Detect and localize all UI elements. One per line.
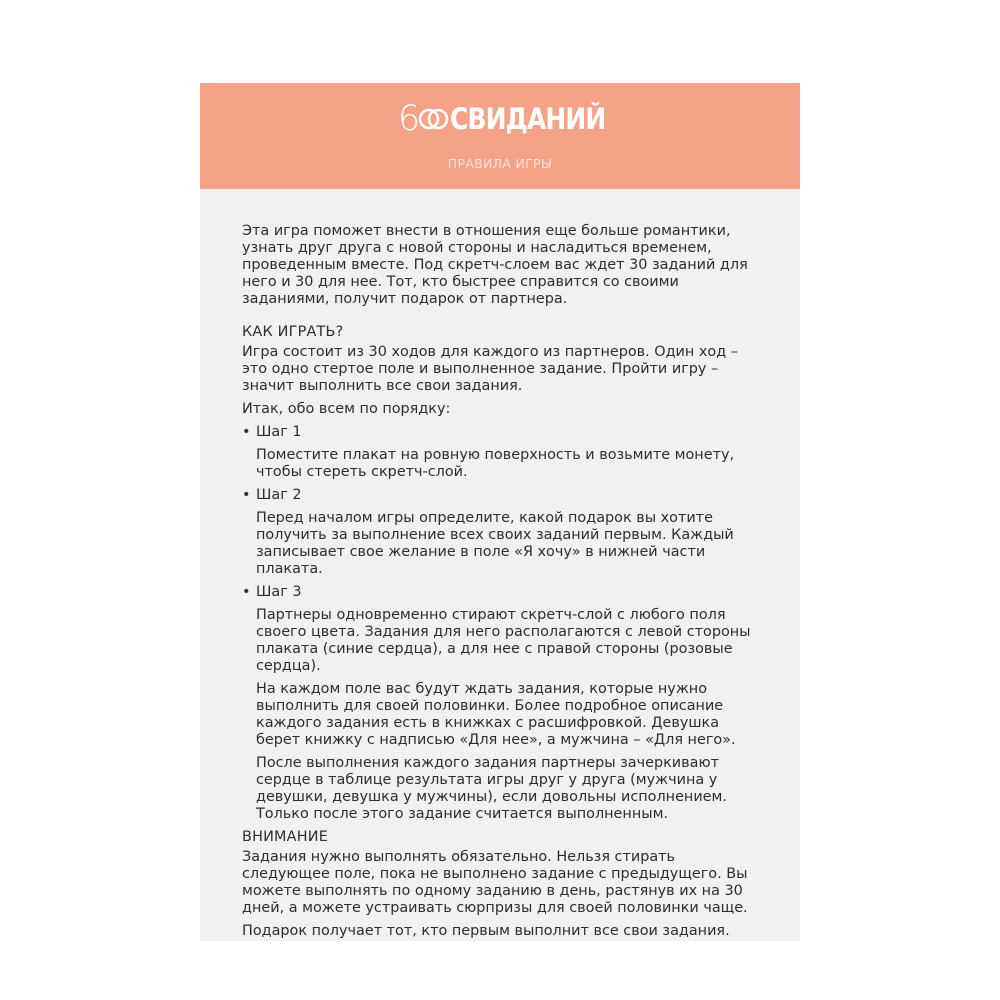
step-1 [242,424,762,441]
how-to-play-paragraph-1: Игра состоит из 30 ходов для каждого из партнеров. Один ход – это одно стертое поле и выполненное задание. Пройти игру – значит выполнить все свои задания. [242,344,738,394]
how-to-play-heading: КАК ИГРАТЬ? [242,324,344,340]
logo [398,99,631,139]
rules-card [200,83,800,941]
attention-heading: ВНИМАНИЕ [242,829,328,845]
step-2-label: Шаг 2 [256,487,302,503]
step-3-paragraph-2: На каждом поле вас будут ждать задания, которые нужно выполнить для своей половинки. Более подробное описание каждого задания есть в книжках с расшифровкой. Девушка берет книжку с надписью «Для нее», а мужчина – «Для него». [256,681,736,748]
bullet: • [242,487,251,503]
step-2 [242,487,762,504]
how-to-play-paragraph-2: Итак, обо всем по порядку: [242,401,451,417]
step-3-label: Шаг 3 [256,584,302,600]
attention-paragraph-1: Задания нужно выполнять обязательно. Нельзя стирать следующее поле, пока не выполнено задание с предыдущего. Вы можете выполнять по одному заданию в день, растянув их на 30 дней, а можете устраивать сюрпризы для своей половинки чаще. [242,849,748,916]
interlocked-rings-icon [418,105,449,133]
page-subtitle: ПРАВИЛА ИГРЫ [447,156,553,171]
step-1-label: Шаг 1 [256,424,302,440]
step-3 [242,584,762,601]
step-1-paragraph-1: Поместите плакат на ровную поверхность и возьмите монету, чтобы стереть скретч-слой. [256,447,735,480]
step-2-paragraph-1: Перед началом игры определите, какой подарок вы хотите получить за выполнение всех своих заданий первым. Каждый записывает свое желание в поле «Я хочу» в нижней части плаката. [256,510,734,577]
logo-word: СВИДАНИЙ [450,101,606,136]
step-3-paragraph-3: После выполнения каждого задания партнеры зачеркивают сердце в таблице результата игры друг у друга (мужчина у девушки, девушка у мужчины), если довольны исполнением. Только после этого задание считается выполненным. [256,755,727,822]
step-3-paragraph-1: Партнеры одновременно стирают скретч-слой с любого поля своего цвета. Задания для него располагаются с левой стороны плаката (синие сердца), а для нее с правой стороны (розовые сердца). [256,607,751,674]
logo-digit: 6 [398,98,421,139]
rules-content [242,223,762,940]
header-banner [200,83,800,189]
bullet: • [242,584,251,600]
intro-paragraph: Эта игра поможет внести в отношения еще больше романтики, узнать друг друга с новой стороны и насладиться временем, проведенным вместе. Под скретч-слоем вас ждет 30 заданий для него и 30 для нее. Тот, кто быстрее справится со своими заданиями, получит подарок от партнера. [242,223,748,307]
attention-paragraph-2: Подарок получает тот, кто первым выполнит все свои задания. [242,923,730,939]
bullet: • [242,424,251,440]
